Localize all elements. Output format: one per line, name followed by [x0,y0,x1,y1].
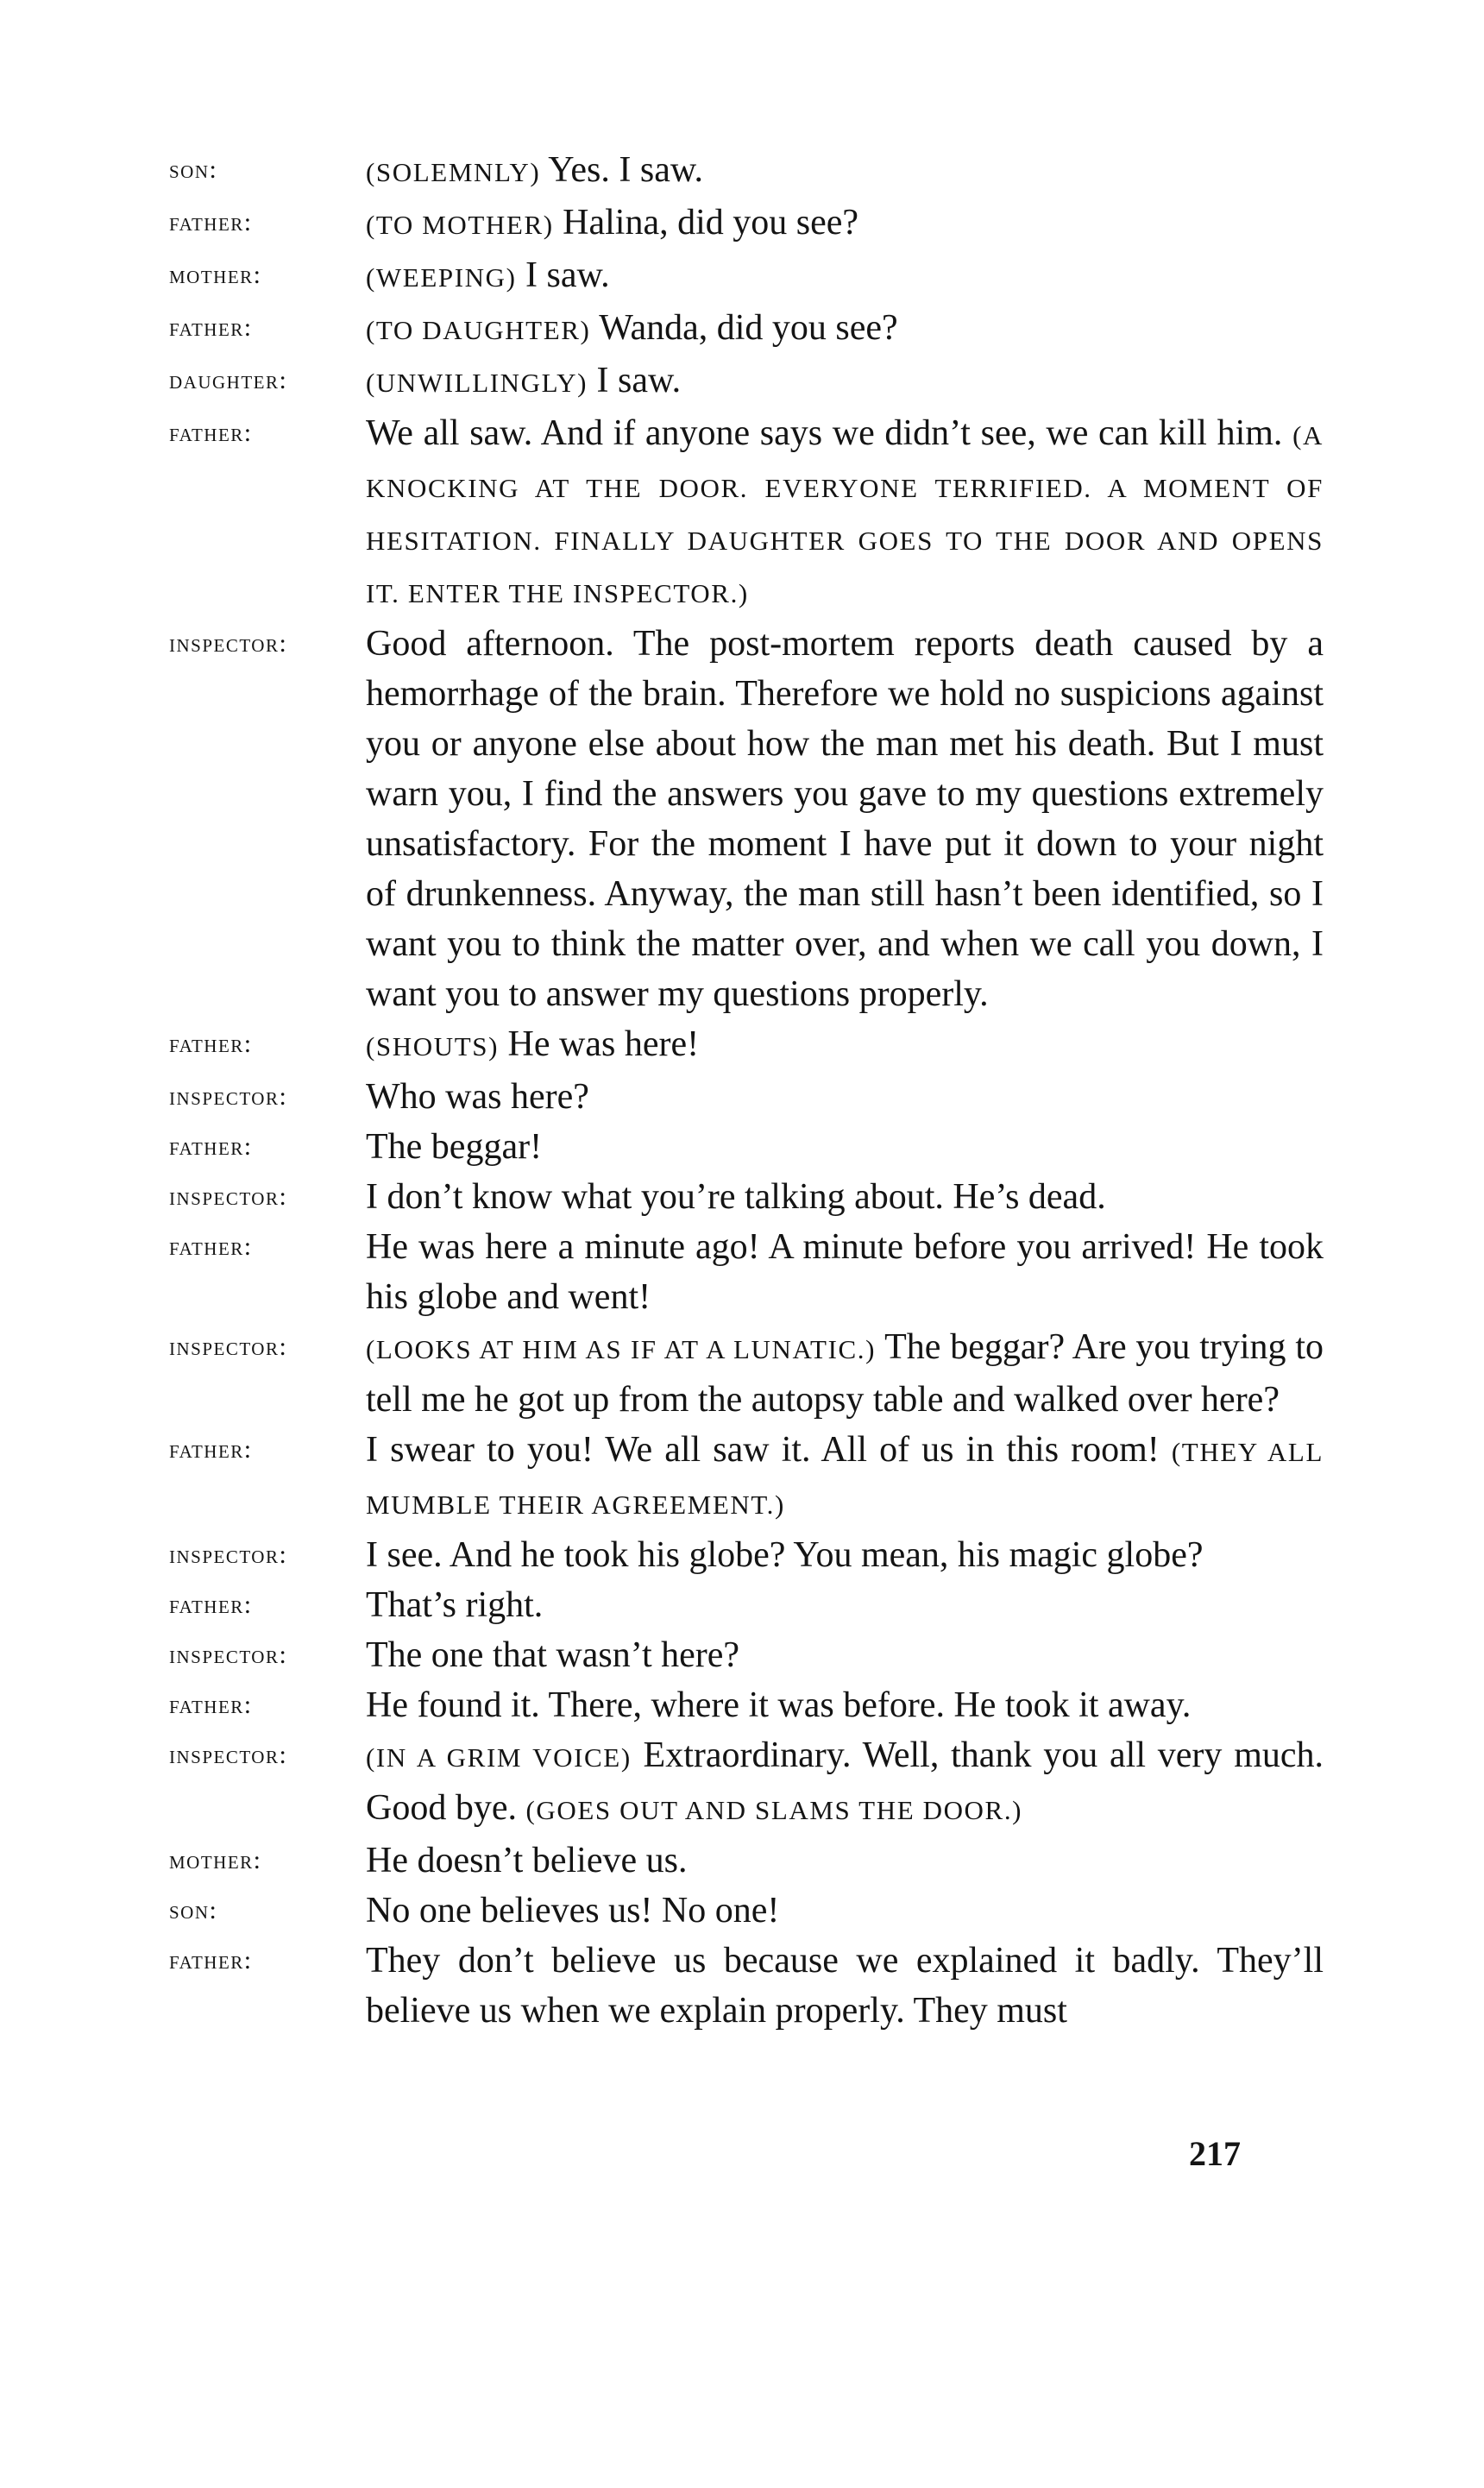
speaker-name: inspector: [169,1082,288,1111]
speaker-name: father: [169,1691,253,1719]
dialogue-line [169,1530,1325,1580]
dialogue-line [169,1172,1325,1222]
stage-cue: (IN A GRIM VOICE) [366,1742,632,1773]
dialogue-line [169,145,1325,198]
stage-cue: (LOOKS AT HIM AS IF AT A LUNATIC.) [366,1334,877,1364]
stage-cue: (SHOUTS) [366,1031,500,1061]
speech-text [366,145,1324,198]
speech-text [366,1122,1324,1172]
dialogue-line [169,250,1325,303]
dialogue-text: Yes. I saw. [548,150,703,190]
dialogue-text: Good afternoon. The post-mortem reports death caused by a hemorrhage of the brain. Therefore we hold no suspicions against you or anyone else about how the man met his death. But I must warn you, I find the answers you gave to my questions extremely unsatisfactory. For the moment I have put it down to your night of drunkenness. Anyway, the man still hasn’t been identified, so I want you to think the matter over, and when we call you down, I want you to answer my questions properly. [366,624,1324,1014]
dialogue-text: He was here! [507,1024,700,1064]
stage-cue: (TO DAUGHTER) [366,315,591,345]
speech-text [366,1680,1324,1730]
speech-text [366,1836,1324,1886]
play-dialogue [169,145,1325,2036]
speaker-name: father: [169,1030,253,1058]
speech-text [366,303,1324,356]
speaker-name: son: [169,1896,218,1924]
speech-text [366,1172,1324,1222]
dialogue-line [169,1222,1325,1322]
stage-cue: (SOLEMNLY) [366,157,541,187]
speaker-name: father: [169,1946,253,1975]
speaker-name: father: [169,1232,253,1261]
speaker-name: inspector: [169,1332,288,1361]
speaker-name: father: [169,419,253,447]
speaker-name: inspector: [169,1182,288,1211]
dialogue-line [169,1936,1325,2036]
dialogue-line [169,1122,1325,1172]
speaker-name: inspector: [169,629,288,658]
stage-cue: (WEEPING) [366,262,517,293]
stage-direction: (A KNOCKING AT THE DOOR. EVERYONE TERRIFIED. A MOMENT OF HESITATION. FINALLY DAUGHTER GOES TO THE DOOR AND OPENS IT. ENTER THE INSPECTOR.) [366,420,1324,608]
speech-text [366,1322,1324,1425]
dialogue-text: No one believes us! No one! [366,1891,780,1931]
dialogue-text: He found it. There, where it was before. He took it away. [366,1685,1192,1725]
dialogue-line [169,1580,1325,1630]
speaker-name: mother: [169,1846,262,1874]
dialogue-line [169,303,1325,356]
speech-text [366,250,1324,303]
dialogue-text: The one that wasn’t here? [366,1635,740,1675]
dialogue-text: Extraordinary. Well, thank you all very much. Good bye. [366,1735,1324,1828]
speech-text [366,1222,1324,1322]
speech-text [366,1730,1324,1836]
speech-text [366,1019,1324,1072]
speech-text [366,1580,1324,1630]
stage-cue: (TO MOTHER) [366,210,554,240]
dialogue-text: The beggar? Are you trying to tell me he got up from the autopsy table and walked over here? [366,1327,1324,1420]
dialogue-text: The beggar! [366,1127,543,1167]
speaker-name: inspector: [169,1741,288,1769]
dialogue-line [169,1322,1325,1425]
dialogue-line [169,1680,1325,1730]
dialogue-line [169,1836,1325,1886]
speaker-name: father: [169,1435,253,1464]
dialogue-line [169,1630,1325,1680]
speech-text [366,198,1324,250]
dialogue-line [169,408,1325,619]
dialogue-text: I see. And he took his globe? You mean, his magic globe? [366,1535,1204,1575]
speech-text [366,619,1324,1019]
dialogue-text: That’s right. [366,1585,544,1625]
dialogue-text: I swear to you! We all saw it. All of us in this room! [366,1430,1160,1470]
dialogue-line [169,1019,1325,1072]
speech-text [366,356,1324,408]
dialogue-line [169,1425,1325,1530]
page-number: 217 [1189,2134,1241,2173]
speaker-name: father: [169,313,253,342]
speech-text [366,1072,1324,1122]
speaker-name: father: [169,208,253,236]
speech-text [366,1630,1324,1680]
speech-text [366,1886,1324,1936]
dialogue-text: We all saw. And if anyone says we didn’t see, we can kill him. [366,413,1283,453]
stage-direction: (GOES OUT AND SLAMS THE DOOR.) [525,1795,1023,1825]
speaker-name: father: [169,1132,253,1161]
dialogue-text: Wanda, did you see? [599,308,898,348]
speaker-name: inspector: [169,1641,288,1669]
dialogue-line [169,619,1325,1019]
dialogue-text: I saw. [596,361,682,400]
dialogue-text: Who was here? [366,1077,589,1117]
dialogue-line [169,356,1325,408]
dialogue-text: He was here a minute ago! A minute before you arrived! He took his globe and went! [366,1227,1324,1317]
speech-text [366,408,1324,619]
speech-text [366,1425,1324,1530]
dialogue-line [169,1072,1325,1122]
speech-text [366,1530,1324,1580]
speaker-name: father: [169,1590,253,1619]
speaker-name: daughter: [169,366,288,394]
dialogue-line [169,1730,1325,1836]
stage-direction: (THEY ALL MUMBLE THEIR AGREEMENT.) [366,1437,1324,1520]
speaker-name: inspector: [169,1540,288,1569]
dialogue-text: I don’t know what you’re talking about. He’s dead. [366,1177,1106,1217]
stage-cue: (UNWILLINGLY) [366,368,588,398]
dialogue-line [169,198,1325,250]
dialogue-text: I saw. [525,255,610,295]
speech-text [366,1936,1324,2036]
speaker-name: mother: [169,261,262,289]
dialogue-text: Halina, did you see? [563,203,859,243]
dialogue-line [169,1886,1325,1936]
dialogue-text: He doesn’t believe us. [366,1841,688,1880]
dialogue-text: They don’t believe us because we explained it badly. They’ll believe us when we explain properly. They must [366,1941,1324,2031]
speaker-name: son: [169,155,218,184]
